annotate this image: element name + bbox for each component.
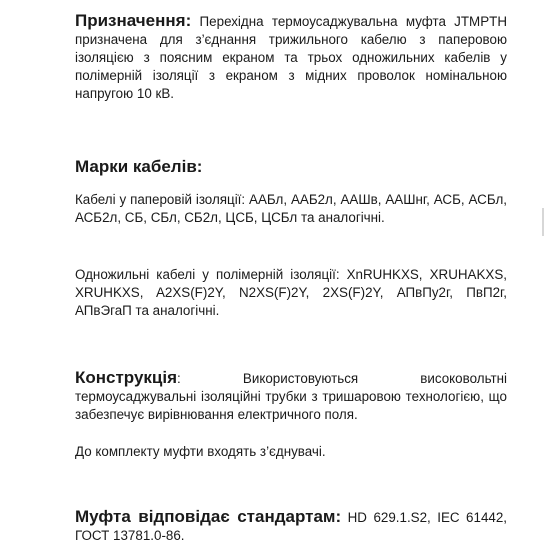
purpose-text: Перехідна термоусаджувальна муфта JTMPTH призначена для з’єднання трижильного кабелю з паперовою ізоляцією з поясним екраном та трьох одножильних кабелів у полімерній ізоляції з екраном з мідних проволок номінальною напругою 10 кВ.: [75, 14, 507, 101]
page-edge-mark: [542, 208, 544, 236]
kit-paragraph: До комплекту муфти входять з’єднувачі.: [75, 444, 326, 459]
construction-heading: Конструкція: [75, 368, 178, 387]
purpose-paragraph: [75, 12, 507, 103]
polymer-cables-paragraph: Одножильні кабелі у полімерній ізоляції: XnRUHKXS, XRUHAKXS, XRUHKXS, A2XS(F)2Y, N2XS(F)2Y, 2XS(F)2Y, АПвПу2г, ПвП2г, АПвЭгаП та аналогічні.: [75, 267, 507, 318]
construction-paragraph: [75, 369, 507, 424]
purpose-heading: Призначення:: [75, 11, 192, 30]
standards-text: HD 629.1.S2, IEC 61442, ГОСТ 13781.0-86.: [75, 510, 507, 543]
cable-brands-heading: Марки кабелів:: [75, 157, 203, 176]
standards-paragraph: [75, 508, 507, 545]
paper-cables-paragraph: Кабелі у паперовій ізоляції: ААБл, ААБ2л, ААШв, ААШнг, АСБ, АСБл, АСБ2л, СБ, СБл, СБ2л, ЦСБ, ЦСБл та аналогічні.: [75, 192, 507, 225]
standards-heading: Муфта відповідає стандартам:: [75, 507, 342, 526]
construction-text: : Використовуються високовольтні термоусаджувальні ізоляційні трубки з тришаровою технологією, що забезпечує вирівнювання електричного поля.: [75, 371, 507, 422]
